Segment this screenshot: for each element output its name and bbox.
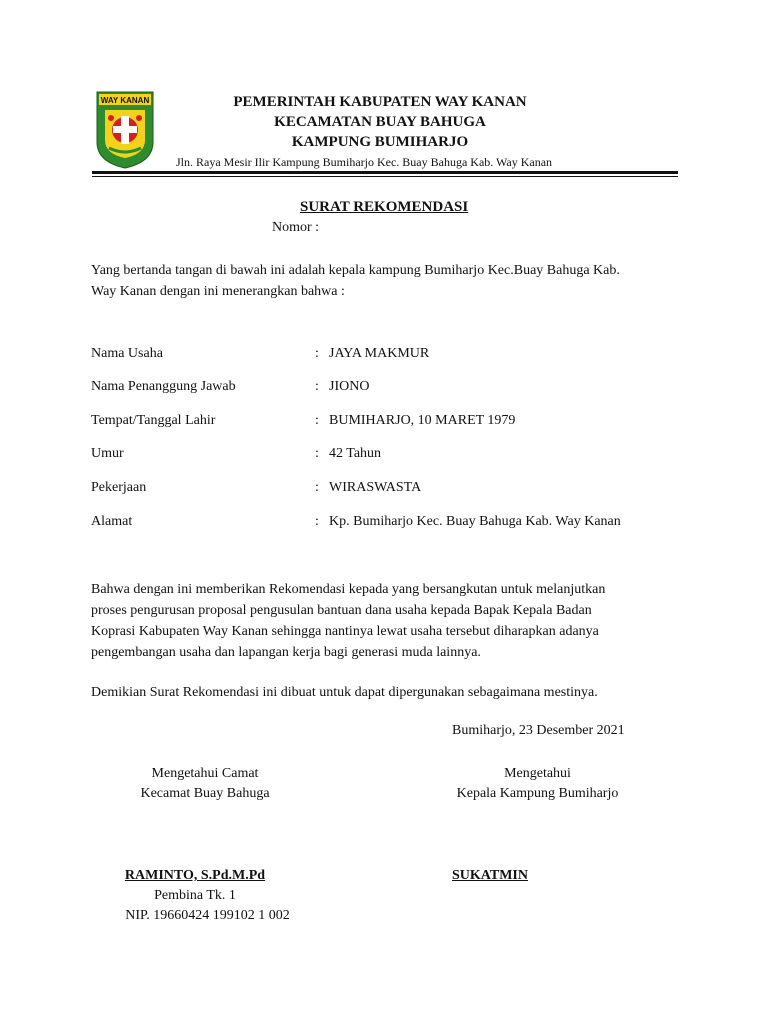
intro-line-2: Way Kanan dengan ini menerangkan bahwa :	[91, 284, 345, 299]
field-value: JIONO	[329, 379, 370, 394]
closing-sentence: Demikian Surat Rekomendasi ini dibuat untuk dapat dipergunakan sebagaimana mestinya.	[91, 685, 598, 700]
letter-title: SURAT REKOMENDASI	[300, 199, 469, 215]
field-row-business-name	[91, 346, 691, 366]
field-value: JAYA MAKMUR	[329, 346, 430, 361]
body-line: Bahwa dengan ini memberikan Rekomendasi kepada yang bersangkutan untuk melanjutkan	[91, 582, 606, 597]
signature-right-heading	[440, 764, 635, 804]
letterhead-district: KECAMATAN BUAY BAHUGA	[274, 114, 486, 130]
signature-left-nip: NIP. 19660424 199102 1 002	[125, 908, 290, 923]
body-line: pengembangan usaha dan lapangan kerja bagi generasi muda lainnya.	[91, 645, 481, 660]
field-colon: :	[315, 346, 319, 361]
place-and-date: Bumiharjo, 23 Desember 2021	[452, 723, 625, 738]
field-row-occupation	[91, 480, 691, 500]
signature-left-heading	[110, 764, 300, 804]
way-kanan-emblem-logo	[95, 90, 155, 170]
field-label: Nama Usaha	[91, 346, 163, 361]
field-value: 42 Tahun	[329, 446, 382, 461]
field-row-age	[91, 446, 691, 466]
signature-left-block	[95, 866, 295, 926]
field-colon: :	[315, 413, 319, 428]
field-colon: :	[315, 379, 319, 394]
letterhead-village: KAMPUNG BUMIHARJO	[291, 134, 469, 150]
letter-number-label: Nomor :	[272, 220, 320, 235]
body-paragraph	[91, 579, 671, 663]
body-line: proses pengurusan proposal pengusulan bantuan dana usaha kepada Bapak Kepala Badan	[91, 603, 592, 618]
field-colon: :	[315, 446, 319, 461]
field-value: BUMIHARJO, 10 MARET 1979	[329, 413, 516, 428]
letterhead-government: PEMERINTAH KABUPATEN WAY KANAN	[233, 94, 527, 110]
field-label: Umur	[91, 446, 124, 461]
signature-right-name: SUKATMIN	[452, 868, 528, 883]
field-label: Pekerjaan	[91, 480, 147, 495]
field-colon: :	[315, 514, 319, 529]
letterhead-rule-thick	[92, 171, 678, 174]
signature-left-rank: Pembina Tk. 1	[154, 888, 236, 903]
field-row-birth-place-date	[91, 413, 691, 433]
body-line: Koprasi Kabupaten Way Kanan sehingga nantinya lewat usaha tersebut diharapkan adanya	[91, 624, 599, 639]
field-row-responsible-person	[91, 379, 691, 399]
intro-line-1: Yang bertanda tangan di bawah ini adalah kepala kampung Bumiharjo Kec.Buay Bahuga Kab.	[91, 263, 620, 278]
field-label: Tempat/Tanggal Lahir	[91, 413, 216, 428]
field-row-address	[91, 514, 691, 534]
field-value: Kp. Bumiharjo Kec. Buay Bahuga Kab. Way Kanan	[329, 514, 621, 529]
letterhead-address: Jln. Raya Mesir Ilir Kampung Bumiharjo Kec. Buay Bahuga Kab. Way Kanan	[176, 155, 553, 169]
signature-left-line2: Kecamat Buay Bahuga	[140, 786, 270, 801]
intro-paragraph	[91, 260, 671, 302]
signature-left-name: RAMINTO, S.Pd.M.Pd	[124, 868, 266, 883]
signature-left-line1: Mengetahui Camat	[151, 766, 259, 781]
field-label: Alamat	[91, 514, 133, 529]
field-value: WIRASWASTA	[329, 480, 422, 495]
field-label: Nama Penanggung Jawab	[91, 379, 236, 394]
letterhead-rule-thin	[92, 176, 678, 177]
signature-right-line1: Mengetahui	[504, 766, 571, 781]
svg-text:WAY KANAN: WAY KANAN	[100, 96, 150, 105]
signature-right-block	[452, 866, 528, 886]
signature-right-line2: Kepala Kampung Bumiharjo	[456, 786, 619, 801]
field-colon: :	[315, 480, 319, 495]
